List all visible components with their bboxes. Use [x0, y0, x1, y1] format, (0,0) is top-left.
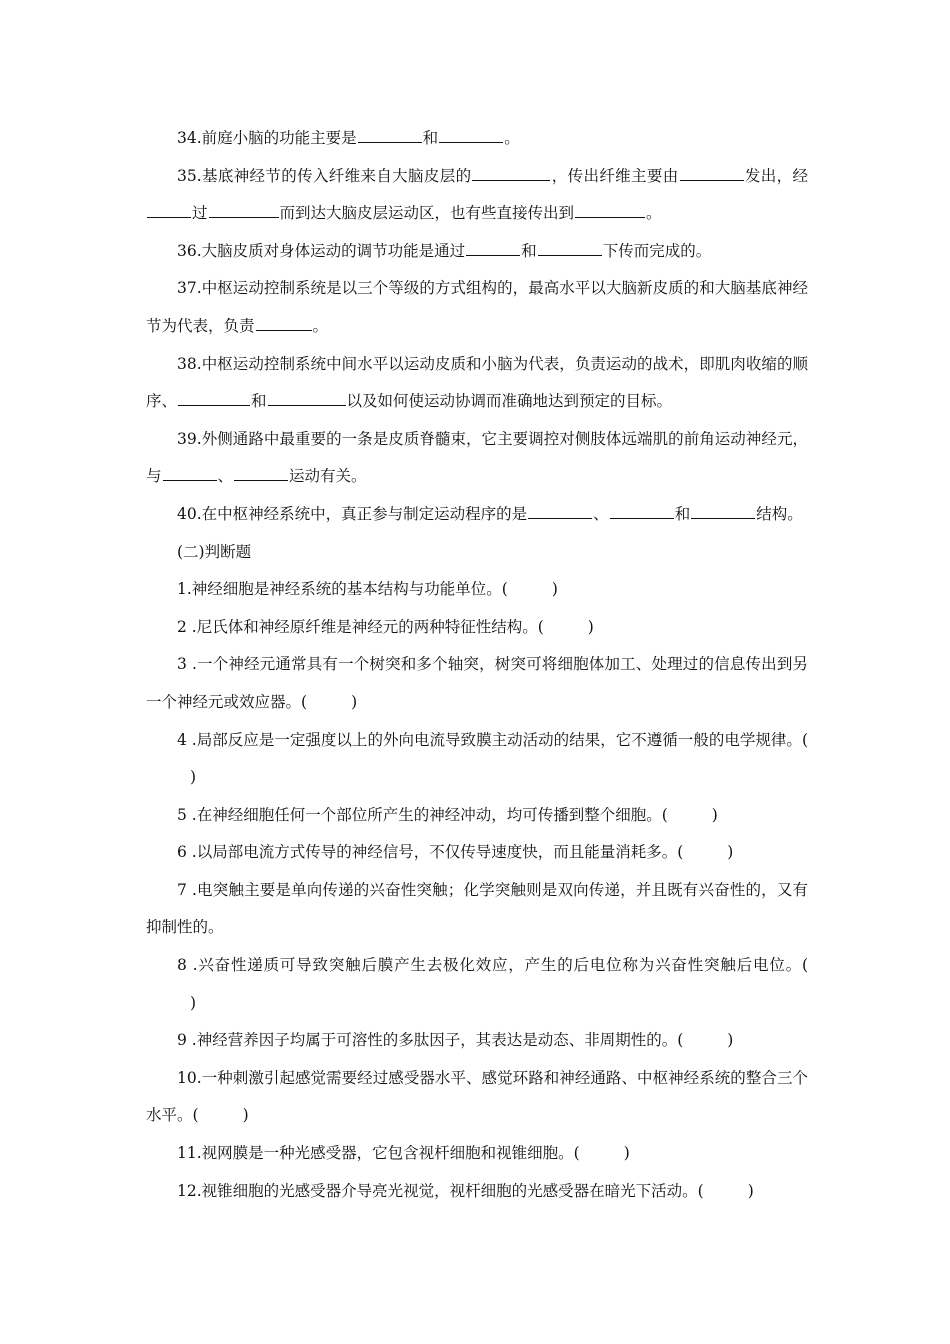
judgment-item-1: 1.神经细胞是神经系统的基本结构与功能单位。( ) [177, 580, 558, 599]
answer-blank[interactable] [466, 254, 520, 256]
question-number: 8 . [177, 956, 198, 975]
answer-blank[interactable] [178, 404, 250, 406]
question-number: 39. [177, 429, 202, 448]
question-34: 34.前庭小脑的功能主要是 和 。 [177, 129, 520, 147]
document-body [146, 120, 808, 1210]
question-number: 36. [177, 241, 202, 260]
judgment-item-7: 7 .电突触主要是单向传递的兴奋性突触；化学突触则是双向传递，并且既有兴奋性的，又有抑制性的。 [146, 880, 808, 937]
question-number: 12. [177, 1181, 202, 1200]
question-number: 40. [177, 504, 202, 523]
answer-blank[interactable] [472, 179, 550, 181]
judgment-item-6: 6 .以局部电流方式传导的神经信号，不仅传导速度快，而且能量消耗多。( ) [177, 843, 734, 862]
judgment-item-12: 12.视锥细胞的光感受器介导亮光视觉，视杆细胞的光感受器在暗光下活动。( ) [177, 1181, 754, 1200]
judgment-item-9: 9 .神经营养因子均属于可溶性的多肽因子，其表达是动态、非周期性的。( ) [177, 1031, 734, 1050]
question-number: 11. [177, 1144, 202, 1163]
answer-blank[interactable] [358, 141, 422, 143]
answer-blank[interactable] [691, 517, 755, 519]
answer-blank[interactable] [209, 216, 279, 218]
answer-blank[interactable] [680, 179, 744, 181]
judgment-item-3: 3 .一个神经元通常具有一个树突和多个轴突，树突可将细胞体加工、处理过的信息传出到另一个神经元或效应器。( ) [146, 655, 808, 711]
answer-blank[interactable] [439, 141, 503, 143]
answer-blank[interactable] [163, 479, 217, 481]
question-number: 2 . [177, 617, 197, 636]
question-number: 5 . [177, 805, 197, 824]
answer-blank[interactable] [147, 216, 191, 218]
judgment-item-10: 10.一种刺激引起感觉需要经过感受器水平、感觉环路和神经通路、中枢神经系统的整合三个水平。( ) [146, 1068, 808, 1125]
answer-blank[interactable] [256, 329, 312, 331]
question-39: 39.外侧通路中最重要的一条是皮质脊髓束，它主要调控对侧肢体远端肌的前角运动神经元，与 、 运动有关。 [146, 429, 808, 486]
question-number: 7 . [177, 880, 197, 899]
judgment-item-11: 11.视网膜是一种光感受器，它包含视杆细胞和视锥细胞。( ) [177, 1144, 630, 1163]
question-number: 37. [177, 279, 202, 298]
question-number: 34. [177, 129, 202, 147]
question-number: 1. [177, 580, 192, 599]
judgment-item-5: 5 .在神经细胞任何一个部位所产生的神经冲动，均可传播到整个细胞。( ) [177, 805, 718, 824]
question-number: 38. [177, 354, 202, 373]
answer-blank[interactable] [610, 517, 674, 519]
question-number: 4 . [177, 730, 197, 749]
question-38: 38.中枢运动控制系统中间水平以运动皮质和小脑为代表，负责运动的战术，即肌肉收缩的顺序、 和 以及如何使运动协调而准确地达到预定的目标。 [146, 354, 808, 411]
section-heading: (二)判断题 [177, 542, 252, 561]
judgment-item-4: 4 .局部反应是一定强度以上的外向电流导致膜主动活动的结果，它不遵循一般的电学规律。() [177, 730, 808, 787]
answer-blank[interactable] [538, 254, 602, 256]
question-number: 35. [177, 166, 202, 185]
question-number: 9 . [177, 1031, 197, 1050]
question-number: 3 . [177, 655, 197, 674]
answer-blank[interactable] [528, 517, 592, 519]
question-36: 36.大脑皮质对身体运动的调节功能是通过 和 下传而完成的。 [177, 241, 712, 260]
question-35: 35.基底神经节的传入纤维来自大脑皮层的 ，传出纤维主要由 发出，经过 而到达大脑皮层运动区，也有些直接传出到 。 [146, 158, 808, 233]
judgment-item-2: 2 .尼氏体和神经原纤维是神经元的两种特征性结构。( ) [177, 617, 594, 636]
answer-blank[interactable] [268, 404, 346, 406]
judgment-item-8: 8 .兴奋性递质可导致突触后膜产生去极化效应，产生的后电位称为兴奋性突触后电位。() [177, 956, 808, 1012]
question-number: 10. [177, 1068, 202, 1087]
answer-blank[interactable] [575, 216, 645, 218]
question-40: 40.在中枢神经系统中，真正参与制定运动程序的是 、 和 结构。 [177, 504, 803, 523]
question-number: 6 . [177, 843, 197, 862]
question-37: 37.中枢运动控制系统是以三个等级的方式组构的，最高水平以大脑新皮质的和大脑基底神经节为代表，负责 。 [146, 279, 808, 335]
answer-blank[interactable] [234, 479, 288, 481]
